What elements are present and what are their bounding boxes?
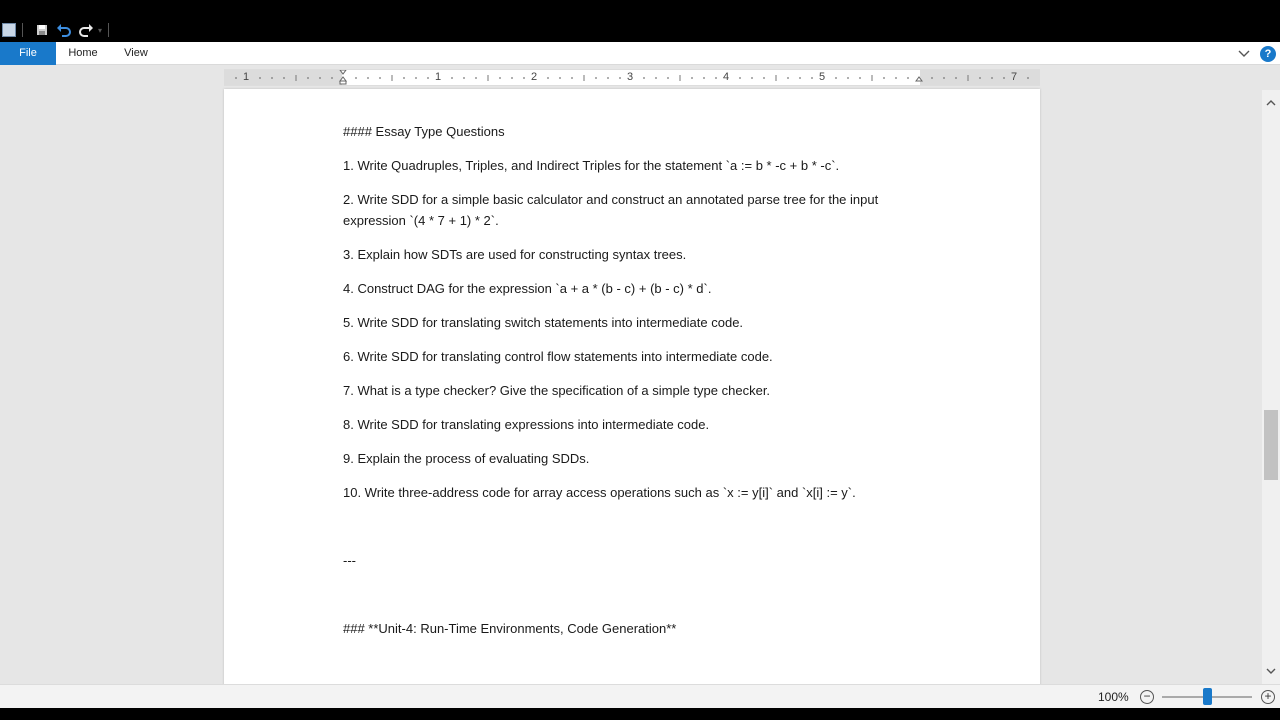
indent-marker-left <box>340 70 346 84</box>
scroll-down-icon[interactable] <box>1265 662 1277 680</box>
heading-unit-4: ### **Unit-4: Run-Time Environments, Code Generation** <box>343 621 677 636</box>
tab-view[interactable]: View <box>124 47 148 59</box>
question-6: 6. Write SDD for translating control flow statements into intermediate code. <box>343 349 773 364</box>
help-icon[interactable]: ? <box>1260 46 1276 62</box>
ribbon <box>0 42 1280 65</box>
document-page[interactable] <box>224 89 1040 684</box>
zoom-level[interactable]: 100% <box>1098 690 1129 704</box>
question-5: 5. Write SDD for translating switch statements into intermediate code. <box>343 315 744 330</box>
toolbar-separator <box>108 23 109 37</box>
ruler-number: 7 <box>1010 71 1018 83</box>
heading-essay-questions: #### Essay Type Questions <box>343 124 505 139</box>
question-9: 9. Explain the process of evaluating SDDs. <box>343 451 590 466</box>
ruler-number: 4 <box>722 71 730 83</box>
question-3: 3. Explain how SDTs are used for constructing syntax trees. <box>343 247 687 262</box>
scrollbar-thumb[interactable] <box>1264 410 1278 480</box>
zoom-in-button[interactable]: + <box>1261 690 1275 704</box>
document-canvas[interactable] <box>0 65 1262 684</box>
status-bar <box>0 684 1280 708</box>
horizontal-ruler[interactable] <box>224 69 1040 86</box>
ribbon-controls <box>1238 42 1280 65</box>
question-7: 7. What is a type checker? Give the specification of a simple type checker. <box>343 383 771 398</box>
title-bar <box>0 0 1280 42</box>
question-4: 4. Construct DAG for the expression `a + a * (b - c) + (b - c) * d`. <box>343 281 712 296</box>
indent-marker-right <box>916 77 922 81</box>
save-icon[interactable] <box>33 21 51 39</box>
vertical-scrollbar[interactable] <box>1262 90 1280 684</box>
ruler-number: 3 <box>626 71 634 83</box>
zoom-slider-thumb[interactable] <box>1203 688 1212 705</box>
zoom-out-button[interactable]: − <box>1140 690 1154 704</box>
question-10: 10. Write three-address code for array access operations such as `x := y[i]` and `x[i] := y`. <box>343 485 856 500</box>
quick-access-toolbar <box>0 20 115 40</box>
ruler-number: 1 <box>434 71 442 83</box>
ruler-number: 2 <box>530 71 538 83</box>
scroll-up-icon[interactable] <box>1265 94 1277 112</box>
undo-icon[interactable] <box>55 21 73 39</box>
ribbon-collapse-icon[interactable] <box>1238 45 1250 63</box>
bottom-edge <box>0 708 1280 720</box>
question-8: 8. Write SDD for translating expressions into intermediate code. <box>343 417 710 432</box>
question-2: 2. Write SDD for a simple basic calculator and construct an annotated parse tree for the input expression `(4 * 7 + 1) * 2`. <box>343 192 879 228</box>
ruler-number: 5 <box>818 71 826 83</box>
horizontal-rule-text: --- <box>343 553 356 568</box>
customize-dropdown-icon[interactable]: ▾ <box>98 25 103 35</box>
scroll-corner <box>1262 65 1280 90</box>
question-1: 1. Write Quadruples, Triples, and Indirect Triples for the statement `a := b * -c + b * -c`. <box>343 158 840 173</box>
app-icon[interactable] <box>2 23 16 37</box>
ruler-number: 1 <box>242 71 250 83</box>
redo-icon[interactable] <box>77 21 95 39</box>
toolbar-separator <box>22 23 23 37</box>
tab-home[interactable]: Home <box>68 47 98 59</box>
tab-file[interactable]: File <box>0 42 56 65</box>
